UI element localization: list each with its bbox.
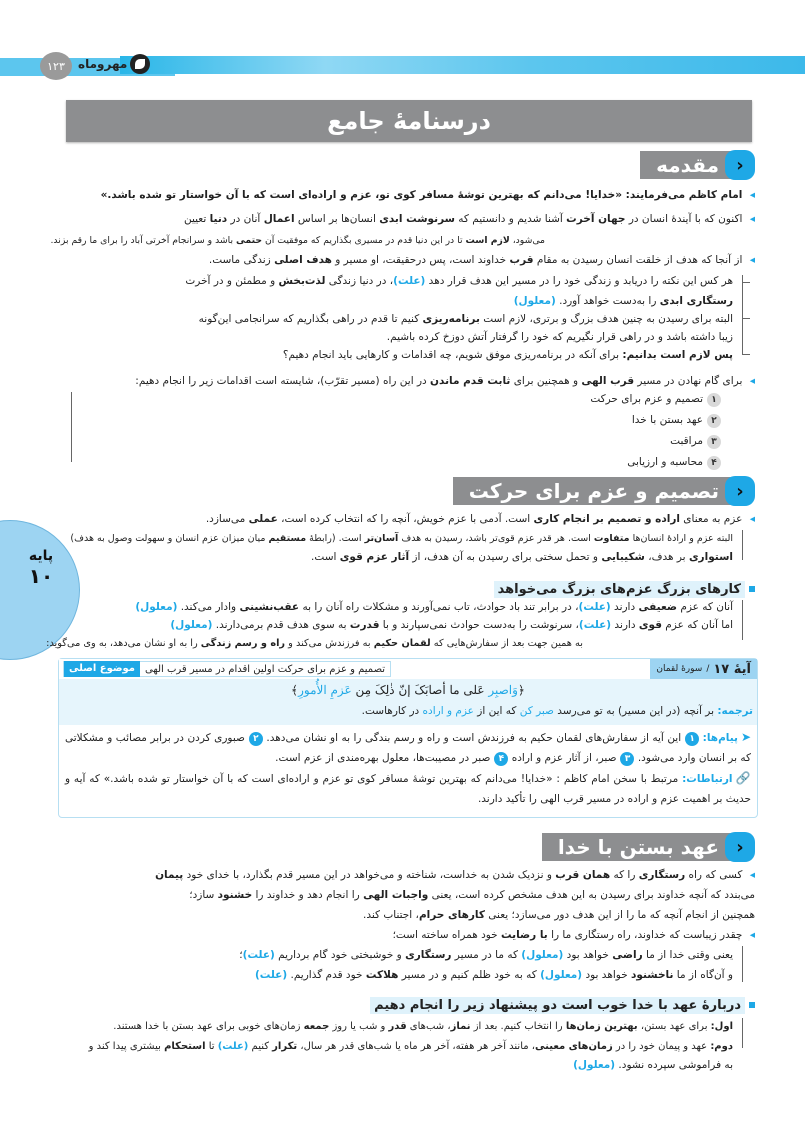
translation-label: ترجمه: <box>717 705 753 717</box>
tree-item <box>239 948 733 963</box>
text: یعنی وقتی خدا از ما <box>642 949 733 961</box>
paragraph <box>135 374 755 389</box>
grade-number: ۱۰ <box>28 564 54 588</box>
text: تعیین <box>183 213 210 225</box>
text: تا <box>205 1041 218 1052</box>
text: کنیم تا قدم در راهی بگذاریم که سرانجامی این‌گونه <box>198 313 423 325</box>
ayah-notes <box>65 727 751 809</box>
main-topic <box>63 661 391 677</box>
text: را به او نشان می‌دهد، به وی می‌گوید: <box>46 638 201 649</box>
text-bold: قدر <box>388 1021 407 1032</box>
text-bold: همان قرب <box>555 869 611 881</box>
messages-label: پیام‌ها: <box>702 732 738 744</box>
text-bold: حتمی <box>236 235 263 246</box>
text-bold: راه و رسم زندگی <box>200 638 286 649</box>
verse-highlight: وَاصبِر <box>488 683 518 697</box>
section-title: عهد بستن با خدا <box>542 833 731 861</box>
text-bold: رستگاری <box>405 949 452 961</box>
text-bold: نماز <box>450 1021 471 1032</box>
sub-heading-text: کارهای بزرگ عزم‌های بزرگ می‌خواهد <box>494 581 745 598</box>
connections-label: ارتباطات: <box>682 773 733 785</box>
verse <box>59 683 757 697</box>
text-bold: برنامه‌ریزی <box>422 313 480 325</box>
tree-item <box>170 618 733 633</box>
section-title: مقدمه <box>640 151 731 179</box>
tree-line <box>742 1018 743 1048</box>
effect-label: (معلول) <box>573 1059 616 1071</box>
paragraph <box>184 212 755 227</box>
text-bold: دوم: <box>710 1041 733 1052</box>
topic-text: تصمیم و عزم برای حرکت اولین اقدام در مسیر قرب الهی <box>145 663 386 675</box>
text-bold: قوی <box>638 619 662 631</box>
message-number: ۲ <box>249 732 263 746</box>
sub-heading-text: دربارهٔ عهد با خدا خوب است دو پیشنهاد زیر را انجام دهیم <box>370 997 745 1014</box>
text-bold: استحکام <box>164 1041 206 1052</box>
paragraph <box>50 233 545 248</box>
text: زمان‌های خوبی برای عهد بستن با خدا هستند. <box>113 1021 304 1032</box>
ayah-body <box>59 679 757 725</box>
step-number: ۳ <box>707 435 721 449</box>
text: کنیم <box>248 1041 273 1052</box>
grade-tab-label <box>18 548 64 588</box>
tree-item <box>89 1039 733 1054</box>
step-number: ۲ <box>707 414 721 428</box>
text: که این از <box>473 705 520 717</box>
step-label: تصمیم و عزم برای حرکت <box>590 393 703 405</box>
text: و خوشبختی خود گام برداریم <box>274 949 406 961</box>
text: خواهد بود <box>582 969 632 981</box>
text: باشد و سرانجام آخرتی آباد را برای ما رقم بزند. <box>50 235 237 246</box>
text: می‌بندد که آنچه خداوند برای رسیدن به این هدف مشخص کرده است، یعنی <box>428 889 755 901</box>
separator: / <box>706 664 710 674</box>
section-heading-intro <box>640 150 755 180</box>
text: ، سرنوشت را به‌دست حوادث نمی‌سپارند و با <box>379 619 579 631</box>
text: و شب یا روز <box>329 1021 389 1032</box>
message-text: صبر در مصیبت‌ها، معلول بهره‌مندی از عزم است. <box>275 752 491 764</box>
tree-tick <box>742 354 750 355</box>
chevron-left-icon: ‹ <box>725 832 755 862</box>
paragraph <box>206 512 755 527</box>
text: میان میزان عزم انسان و سهولت وصول به هدف) <box>70 533 269 544</box>
text: زیبا داشته باشد و در راهی قرار نگیریم که خود را گرفتار آتش دوزخ کرده باشیم. <box>386 331 733 343</box>
tree-item <box>113 1019 733 1034</box>
step-number: ۱ <box>707 393 721 407</box>
text: کسی که راه <box>685 869 743 881</box>
step-item <box>590 392 721 407</box>
effect-label: (معلول) <box>521 949 564 961</box>
section-title: تصمیم و عزم برای حرکت <box>453 477 731 505</box>
ayah-box <box>58 658 758 818</box>
text-bold: پس لازم است بدانیم: <box>622 349 733 361</box>
text-bold: اول: <box>710 1021 733 1032</box>
text: خود همراه ساخته است؛ <box>392 929 502 941</box>
connections-text: مرتبط با سخن امام کاظم : «خدایا! می‌دانم که بهترین توشهٔ مسافر کوی تو عزم و اراده‌ای است که با آن خواستار تو شده باشد.» که آیه و حدیث بر اهمیت عزم و اراده در مسیر قرب الهی را تأکید دارند. <box>65 773 751 805</box>
text: را به‌دست خواهد آورد. <box>555 295 660 307</box>
paragraph <box>155 868 755 883</box>
tree-line <box>742 600 743 640</box>
message-text: صبر، از آثار عزم و اراده <box>511 752 617 764</box>
tree-item <box>70 531 733 546</box>
tree-line <box>742 275 743 355</box>
text-bold: ضعیفی <box>638 601 678 613</box>
paper-plane-icon: ➤ <box>740 730 751 744</box>
tree-line <box>742 946 743 982</box>
cause-label: (علت) <box>242 949 275 961</box>
text: وادار می‌کند. <box>177 601 240 613</box>
tree-item <box>573 1058 733 1073</box>
text: همچنین از انجام آنچه که ما را از این هدف دور می‌سازد؛ یعنی <box>484 909 755 921</box>
text: و تحمل سختی برای رسیدن به آن هدف، از <box>409 551 602 563</box>
text-bold: خشنود <box>217 889 253 901</box>
text-bold: دنیا <box>209 213 228 225</box>
text-bold: تکرار <box>272 1041 298 1052</box>
tree-item <box>135 600 733 615</box>
text: به همین جهت بعد از سفارش‌هایی که <box>430 638 583 649</box>
text-bold: لذت‌بخش <box>278 275 326 287</box>
translation <box>362 705 753 717</box>
topic-tag: موضوع اصلی <box>64 661 140 677</box>
text: برای عهد بستن، <box>637 1021 711 1032</box>
cause-label: (علت) <box>578 601 611 613</box>
text-highlight: عزم و اراده <box>422 705 474 717</box>
message-number: ۱ <box>685 732 699 746</box>
text: که ما در مسیر <box>451 949 522 961</box>
message-number: ۴ <box>494 752 508 766</box>
text-bold: مستقیم <box>268 533 307 544</box>
text: انسان‌ها بر اساس <box>294 213 380 225</box>
verse-bracket: ﴿ <box>517 683 525 697</box>
sub-heading <box>370 994 755 1016</box>
text: ، شب‌های <box>406 1021 451 1032</box>
tree-tick <box>742 318 750 319</box>
text-bold: آثار عزم قوی <box>339 551 410 563</box>
text-bold: عملی <box>248 513 278 525</box>
tree-item <box>283 348 733 363</box>
text: و مطمئن و در آخرت <box>185 275 279 287</box>
sub-heading <box>494 578 755 600</box>
text: بر هدف، <box>644 551 689 563</box>
text-bold: با رضایت <box>501 929 548 941</box>
verse-highlight: عَزمِ الأُمورِ <box>298 683 352 697</box>
step-item <box>627 455 721 470</box>
text: تا در این دنیا قدم در مسیری بگذاریم که موفقیت آن <box>262 235 466 246</box>
text: اما آنان که عزم <box>661 619 733 631</box>
tree-item <box>46 636 583 651</box>
text: آنان که عزم <box>677 601 733 613</box>
brand <box>78 54 150 74</box>
text-bold: هدف اصلی <box>274 254 332 266</box>
text-bold: جهان آخرت <box>566 213 626 225</box>
text-bold: پیمان <box>155 869 184 881</box>
text-bold: زمان‌های معینی <box>535 1041 613 1052</box>
text-bold: بهترین زمان‌ها <box>565 1021 638 1032</box>
text: بر آنچه (در این مسیر) به تو می‌رسد <box>553 705 718 717</box>
text-bold: عقب‌نشینی <box>239 601 300 613</box>
text: خواهد بود <box>563 949 613 961</box>
text: چقدر زیباست که خداوند، راه رستگاری ما را <box>547 929 743 941</box>
tree-tick <box>742 282 750 283</box>
text: می‌شود، <box>509 235 545 246</box>
text-bold: شکیبایی <box>601 551 645 563</box>
text: می‌فرمایند: «خدایا! می‌دانم که بهترین توشهٔ مسافر کوی تو، عزم و اراده‌ای است که با آن خواستار تو شده باشد.» <box>100 189 689 201</box>
tree-item <box>311 550 733 565</box>
page-number: ۱۲۳ <box>40 52 72 80</box>
effect-label: (معلول) <box>513 295 556 307</box>
text: دارند <box>610 601 639 613</box>
paragraph <box>363 908 755 923</box>
text-bold: هلاکت <box>365 969 399 981</box>
text: را که <box>610 869 639 881</box>
tree-item <box>255 968 733 983</box>
text-bold: استواری <box>688 551 733 563</box>
section-heading-resolve <box>453 476 755 506</box>
text: اکنون که با آیندهٔ انسان در <box>625 213 743 225</box>
message-number: ۳ <box>620 752 634 766</box>
text-bold: جمعه <box>303 1021 330 1032</box>
text: عزم به معنای <box>679 513 743 525</box>
text-bold: رستگاری <box>638 869 686 881</box>
tree-line <box>742 530 743 560</box>
effect-label: (معلول) <box>170 619 213 631</box>
cause-label: (علت) <box>217 1041 249 1052</box>
text: خداوند است، پس درحقیقت، او مسیر و <box>331 254 510 266</box>
text: در این راه (مسیر تقرّب)، شایسته است اقدامات زیر را انجام دهیم: <box>135 375 431 387</box>
text: به فرزندش می‌کند و <box>285 638 374 649</box>
text: برای آنکه در برنامه‌ریزی موفق شویم، چه اقدامات و کارهایی باید انجام دهیم؟ <box>282 349 623 361</box>
grade-label: پایه <box>28 548 54 564</box>
text: زندگی ماست. <box>208 254 275 266</box>
verse-text: عَلی ما أصابَکَ إنّ ذٰلِکَ مِن <box>351 683 489 697</box>
text: و همچنین برای <box>510 375 582 387</box>
cause-label: (علت) <box>578 619 612 631</box>
paragraph <box>209 253 755 268</box>
text: را انجام دهد و خداوند را <box>252 889 364 901</box>
effect-label: (معلول) <box>540 969 583 981</box>
text-bold: اراده و تصمیم بر انجام کاری <box>533 513 680 525</box>
text-bold: سرنوشت ابدی <box>379 213 455 225</box>
text: به سوی هدف قدم برمی‌دارند. <box>212 619 350 631</box>
square-bullet-icon <box>749 1002 755 1008</box>
text-bold: اعمال <box>263 213 295 225</box>
text-bold: راضی <box>612 949 643 961</box>
tree-item <box>199 312 733 327</box>
text-bold: امام کاظم <box>688 189 743 201</box>
text: دارند <box>611 619 639 631</box>
text: به فراموشی سپرده نشود. <box>615 1059 733 1071</box>
text-bold: قرب <box>509 254 534 266</box>
verse-bracket: ﴾ <box>291 683 299 697</box>
text: است. آدمی با عزم خویش، آنچه را که انتخاب کرده است، <box>277 513 534 525</box>
tree-line <box>71 392 72 462</box>
chevron-left-icon: ‹ <box>725 476 755 506</box>
text: ، اجتناب کند. <box>363 909 419 921</box>
text: سازد؛ <box>189 889 218 901</box>
text: می‌سازد. <box>205 513 249 525</box>
text: خود قدم گذاریم. <box>287 969 366 981</box>
text: ، مانند آخر هر هفته، آخر هر ماه یا شب‌های قدر هر سال، <box>297 1041 536 1052</box>
text-bold: ناخشنود <box>631 969 674 981</box>
tree-item <box>514 294 733 309</box>
surah-name: سورهٔ لقمان <box>656 664 703 674</box>
effect-label: (معلول) <box>135 601 178 613</box>
text: عهد و پیمان خود را در <box>612 1041 711 1052</box>
text: هر کس این نکته را دریابد و زندگی خود را در مسیر این هدف قرار دهد <box>425 275 733 287</box>
page-title: درسنامهٔ جامع <box>66 100 752 142</box>
header-band <box>120 56 805 74</box>
text: ، در دنیا زندگی <box>325 275 394 287</box>
text: است. (رابطهٔ <box>306 533 365 544</box>
text: ، در برابر تند باد حوادث، تاب نمی‌آورند و مشکلات راه آنان را به <box>299 601 579 613</box>
cause-label: (علت) <box>393 275 426 287</box>
square-bullet-icon <box>749 586 755 592</box>
step-label: عهد بستن با خدا <box>631 414 703 426</box>
text: برای گام نهادن در مسیر <box>634 375 743 387</box>
tree-item <box>387 330 733 345</box>
text-bold: لازم است <box>465 235 510 246</box>
text: البته عزم و ارادهٔ انسان‌ها <box>629 533 733 544</box>
text-highlight: صبر کن <box>519 705 554 717</box>
text-bold: واجبات الهی <box>363 889 429 901</box>
section-heading-covenant <box>542 832 755 862</box>
text: و نزدیک شدن به خداست، شناخته و می‌خواهد در این مسیر قدم بگذارد، با خدای خود <box>183 869 556 881</box>
link-icon: 🔗 <box>735 771 751 785</box>
step-number: ۴ <box>707 456 721 470</box>
paragraph <box>101 188 755 203</box>
text-bold: قدرت <box>349 619 380 631</box>
ayah-reference <box>650 659 757 679</box>
paragraph <box>393 928 755 943</box>
tree-item <box>185 274 733 289</box>
text: را انتخاب کنیم. بعد از <box>470 1021 566 1032</box>
text: است. <box>311 551 340 563</box>
text: البته برای رسیدن به چنین هدف بزرگ و برتری، لازم است <box>479 313 733 325</box>
ayah-number: آیهٔ ۱۷ <box>713 661 751 677</box>
text: که به خود ظلم کنیم و در مسیر <box>398 969 541 981</box>
text: ؛ <box>239 949 243 961</box>
text: آنان در <box>227 213 264 225</box>
text: از آنجا که هدف از خلقت انسان رسیدن به مقام <box>533 254 743 266</box>
step-label: مراقبت <box>670 435 703 447</box>
paragraph <box>189 888 755 903</box>
text-bold: آسان‌تر <box>364 533 399 544</box>
message-text: این آیه از سفارش‌های لقمان حکیم به فرزندش است و راه و رسم بندگی را به او نشان می‌دهد. <box>266 732 682 744</box>
text: و آن‌گاه از ما <box>673 969 733 981</box>
text-bold: ثابت قدم ماندن <box>430 375 511 387</box>
brand-name: مهروماه <box>78 57 128 71</box>
cause-label: (علت) <box>254 969 288 981</box>
text: است. هر قدر عزم قوی‌تر باشد، رسیدن به هدف <box>398 533 594 544</box>
text-bold: متفاوت <box>593 533 630 544</box>
text-bold: کارهای حرام <box>418 909 485 921</box>
message-text: صبوری کردن در برابر مصائب و مشکلاتی که بر انسان وارد می‌شود. <box>65 732 751 764</box>
text: در کارهاست. <box>361 705 423 717</box>
page-header <box>0 52 805 80</box>
text: بیشتری پیدا کند و <box>88 1041 165 1052</box>
step-item <box>632 413 721 428</box>
text-bold: رستگاری ابدی <box>659 295 733 307</box>
butterfly-logo-icon <box>130 54 150 74</box>
text-bold: قرب الهی <box>581 375 635 387</box>
connections <box>65 768 751 809</box>
text: آشنا شدیم و دانستیم که <box>454 213 567 225</box>
step-label: محاسبه و ارزیابی <box>627 456 703 468</box>
messages <box>65 727 751 768</box>
text-bold: لقمان حکیم <box>373 638 431 649</box>
step-item <box>670 434 721 449</box>
chevron-left-icon: ‹ <box>725 150 755 180</box>
